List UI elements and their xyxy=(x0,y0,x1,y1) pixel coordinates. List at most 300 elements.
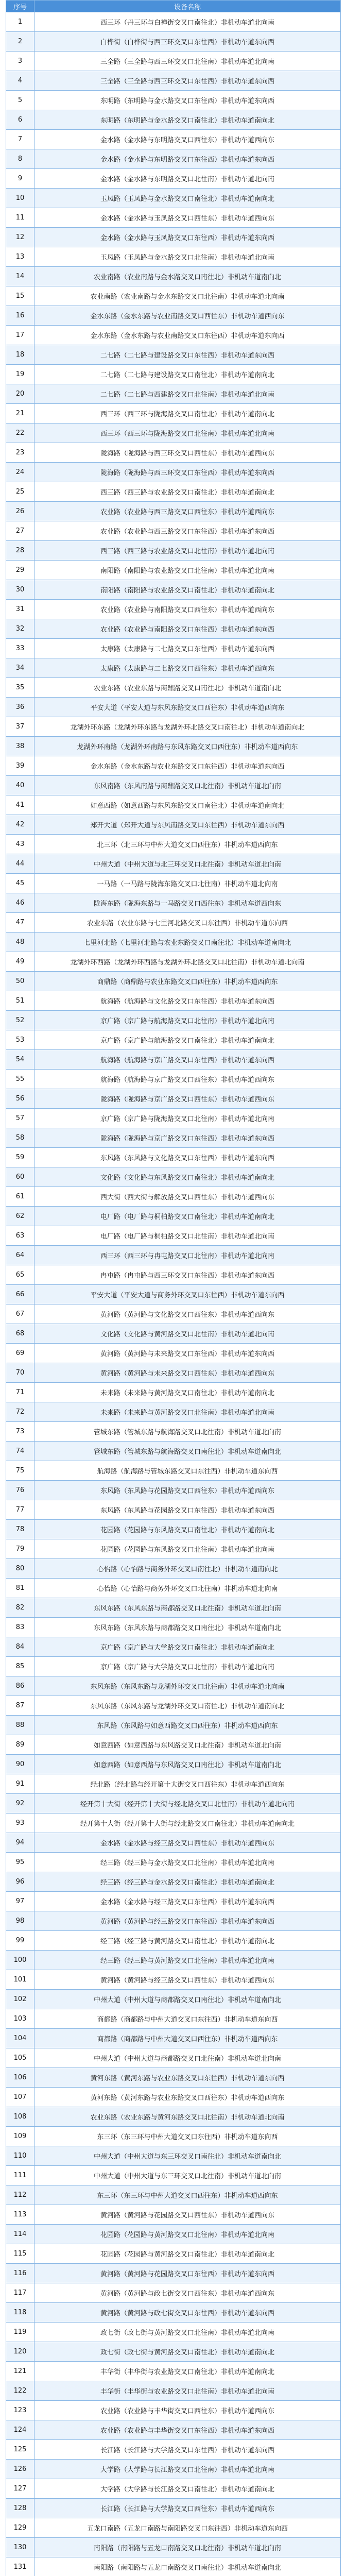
table-row xyxy=(6,32,341,52)
header-index: 序号 xyxy=(6,1,34,12)
row-index: 108 xyxy=(6,2107,34,2127)
row-device-name: 中州大道（中州大道与商都路交叉口北往南）非机动车道北向南 xyxy=(34,2048,341,2068)
row-device-name: 农业南路（农业南路与金水东路交叉口北往南）非机动车道北向南 xyxy=(34,286,341,306)
row-index: 52 xyxy=(6,1011,34,1030)
table-row xyxy=(6,619,341,639)
row-device-name: 东风路（东风路与如意西路交叉口西往东）非机动车道西向东 xyxy=(34,1716,341,1735)
row-index: 39 xyxy=(6,756,34,776)
table-row xyxy=(6,1167,341,1187)
table-row xyxy=(6,228,341,247)
row-device-name: 西三环（西三环与冉屯路交叉口北往南）非机动车道北向南 xyxy=(34,1246,341,1265)
row-index: 31 xyxy=(6,600,34,619)
row-device-name: 二七路（二七路与建设路交叉口东往西）非机动车道东向西 xyxy=(34,345,341,365)
table-row xyxy=(6,1951,341,1970)
table-row xyxy=(6,1970,341,1990)
row-index: 128 xyxy=(6,2499,34,2518)
table-row xyxy=(6,795,341,815)
row-device-name: 京广路（京广路与大学路交叉口南往北）非机动车道南向北 xyxy=(34,1637,341,1657)
row-device-name: 京广路（京广路与大学路交叉口北往南）非机动车道北向南 xyxy=(34,1657,341,1676)
table-row xyxy=(6,482,341,502)
row-device-name: 大学路（大学路与长江路交叉口南往北）非机动车道南向北 xyxy=(34,2479,341,2499)
table-row xyxy=(6,1872,341,1892)
table-row xyxy=(6,1089,341,1109)
row-device-name: 龙湖外环南路（龙湖外环南路与东风东路交叉口西往东）非机动车道西向东 xyxy=(34,737,341,756)
row-index: 20 xyxy=(6,384,34,404)
table-row xyxy=(6,1559,341,1579)
row-index: 115 xyxy=(6,2244,34,2264)
row-device-name: 平安大道（平安大道与商务外环交叉口东往西）非机动车道东向西 xyxy=(34,1285,341,1304)
row-index: 49 xyxy=(6,952,34,972)
row-index: 91 xyxy=(6,1774,34,1794)
table-row xyxy=(6,326,341,345)
table-row xyxy=(6,2107,341,2127)
row-index: 77 xyxy=(6,1500,34,1520)
table-row xyxy=(6,1853,341,1872)
row-index: 2 xyxy=(6,32,34,52)
table-row xyxy=(6,1109,341,1128)
table-row xyxy=(6,2440,341,2460)
row-index: 96 xyxy=(6,1872,34,1892)
table-row xyxy=(6,2185,341,2205)
row-index: 15 xyxy=(6,286,34,306)
row-index: 13 xyxy=(6,247,34,267)
row-device-name: 东明路（东明路与金水路交叉口南往北）非机动车道南向北 xyxy=(34,110,341,130)
row-index: 125 xyxy=(6,2440,34,2460)
row-index: 70 xyxy=(6,1363,34,1383)
row-index: 127 xyxy=(6,2479,34,2499)
table-row xyxy=(6,952,341,972)
row-index: 45 xyxy=(6,874,34,893)
row-index: 78 xyxy=(6,1520,34,1539)
row-index: 48 xyxy=(6,933,34,952)
row-index: 89 xyxy=(6,1735,34,1755)
row-index: 8 xyxy=(6,149,34,169)
table-row xyxy=(6,189,341,208)
row-device-name: 东风东路（东风东路与商都路交叉口南往北）非机动车道南向北 xyxy=(34,1618,341,1637)
table-row xyxy=(6,365,341,384)
row-index: 34 xyxy=(6,658,34,678)
table-row xyxy=(6,12,341,32)
row-index: 66 xyxy=(6,1285,34,1304)
row-device-name: 长江路（长江路与大学路交叉口东往西）非机动车道东向西 xyxy=(34,2440,341,2460)
table-row xyxy=(6,1814,341,1833)
row-device-name: 商鼎路（商鼎路与农业东路交叉口西往东）非机动车道西向东 xyxy=(34,972,341,991)
table-row xyxy=(6,1246,341,1265)
row-device-name: 管城东路（管城东路与航海路交叉口南往北）非机动车道南向北 xyxy=(34,1442,341,1461)
row-device-name: 花园路（花园路与黄河路交叉口北往南）非机动车道北向南 xyxy=(34,2225,341,2244)
row-device-name: 花园路（花园路与黄河路交叉口南往北）非机动车道南向北 xyxy=(34,2244,341,2264)
row-device-name: 东风东路（东风东路与龙湖外环交叉口北往南）非机动车道北向南 xyxy=(34,1676,341,1696)
row-index: 105 xyxy=(6,2048,34,2068)
row-device-name: 中州大道（中州大道与东三环交叉口南往北）非机动车道南向北 xyxy=(34,2146,341,2166)
row-index: 92 xyxy=(6,1794,34,1814)
row-device-name: 中州大道（中州大道与北三环交叉口北往南）非机动车道北向南 xyxy=(34,854,341,874)
table-row xyxy=(6,1070,341,1089)
table-row xyxy=(6,1050,341,1070)
table-row xyxy=(6,1402,341,1422)
row-device-name: 金水路（金水路与玉凤路交叉口东往西）非机动车道东向西 xyxy=(34,228,341,247)
row-index: 57 xyxy=(6,1109,34,1128)
row-device-name: 农业路（农业路与丰华街交叉口东往西）非机动车道东向西 xyxy=(34,2420,341,2440)
row-device-name: 黄河东路（黄河东路与农业东路交叉口西往东）非机动车道西向东 xyxy=(34,2088,341,2107)
row-device-name: 航海路（航海路与京广路交叉口东往西）非机动车道东向西 xyxy=(34,1050,341,1070)
table-row xyxy=(6,1716,341,1735)
row-device-name: 太康路（太康路与二七路交叉口西往东）非机动车道西向东 xyxy=(34,658,341,678)
device-table xyxy=(6,0,341,2576)
row-device-name: 航海路（航海路与文化路交叉口东往西）非机动车道东向西 xyxy=(34,991,341,1011)
table-row xyxy=(6,561,341,580)
row-index: 59 xyxy=(6,1148,34,1167)
table-row xyxy=(6,1618,341,1637)
table-row xyxy=(6,698,341,717)
row-index: 126 xyxy=(6,2460,34,2479)
table-row xyxy=(6,756,341,776)
row-device-name: 西三环（丹三环与白禅街交叉口南往北）非机动车道北向南 xyxy=(34,12,341,32)
row-index: 1 xyxy=(6,12,34,32)
table-row xyxy=(6,1422,341,1442)
row-device-name: 东三环（东三环与中州大道交叉口西往东）非机动车道西向东 xyxy=(34,2185,341,2205)
table-row xyxy=(6,2460,341,2479)
row-device-name: 电厂路（电厂路与桐柏路交叉口北往南）非机动车道北向南 xyxy=(34,1226,341,1246)
row-index: 27 xyxy=(6,521,34,541)
row-device-name: 大学路（大学路与长江路交叉口北往南）非机动车道北向南 xyxy=(34,2460,341,2479)
table-row xyxy=(6,933,341,952)
row-device-name: 南阳路（南阳路与农业路交叉口北往南）非机动车道北向南 xyxy=(34,561,341,580)
row-device-name: 黄河路（黄河路与经三路交叉口东往西）非机动车道东向西 xyxy=(34,1911,341,1931)
table-row xyxy=(6,2088,341,2107)
table-row xyxy=(6,1676,341,1696)
table-row xyxy=(6,874,341,893)
table-row xyxy=(6,149,341,169)
table-row xyxy=(6,2518,341,2538)
row-device-name: 航海路（航海路与京广路交叉口西往东）非机动车道西向东 xyxy=(34,1070,341,1089)
row-index: 14 xyxy=(6,267,34,286)
table-row xyxy=(6,247,341,267)
table-row xyxy=(6,404,341,423)
row-device-name: 花园路（花园路与东风路交叉口北往南）非机动车道北向南 xyxy=(34,1539,341,1559)
row-device-name: 农业南路（农业南路与金水路交叉口南往北）非机动车道南向北 xyxy=(34,267,341,286)
row-device-name: 经三路（经三路与金水路交叉口南往北）非机动车道南向北 xyxy=(34,1872,341,1892)
row-device-name: 黄河路（黄河路与文化路交叉口西往东）非机动车道西向东 xyxy=(34,1304,341,1324)
row-index: 56 xyxy=(6,1089,34,1109)
row-index: 102 xyxy=(6,1990,34,2009)
row-index: 11 xyxy=(6,208,34,228)
row-device-name: 丰华街（丰华街与农业路交叉口北往南）非机动车道北向南 xyxy=(34,2381,341,2401)
row-device-name: 南阳路（南阳路与五龙口南路交叉口北往南）非机动车道北向南 xyxy=(34,2538,341,2557)
table-row xyxy=(6,2225,341,2244)
row-index: 103 xyxy=(6,2009,34,2029)
row-index: 75 xyxy=(6,1461,34,1481)
row-device-name: 西三环（西三环与陇海路交叉口北往南）非机动车道北向南 xyxy=(34,423,341,443)
table-row xyxy=(6,1207,341,1226)
row-index: 131 xyxy=(6,2557,34,2576)
row-index: 65 xyxy=(6,1265,34,1285)
row-index: 46 xyxy=(6,893,34,913)
row-index: 95 xyxy=(6,1853,34,1872)
row-device-name: 黄河路（黄河路与经三路交叉口西往东）非机动车道西向东 xyxy=(34,1970,341,1990)
row-device-name: 文化路（文化路与黄河路交叉口北往南）非机动车道北向南 xyxy=(34,1324,341,1344)
row-index: 41 xyxy=(6,795,34,815)
row-device-name: 东风路（东风路与文化路交叉口东往西）非机动车道东向西 xyxy=(34,1148,341,1167)
table-row xyxy=(6,1637,341,1657)
table-row xyxy=(6,521,341,541)
row-device-name: 京广路（京广路与陇海路交叉口北往南）非机动车道北向南 xyxy=(34,1109,341,1128)
table-row xyxy=(6,1696,341,1716)
row-device-name: 白桦街（白桦街与西三环交叉口东往西）非机动车道东向西 xyxy=(34,32,341,52)
row-device-name: 黄河路（黄河路与未来路交叉口东往西）非机动车道东向西 xyxy=(34,1344,341,1363)
row-device-name: 黄河路（黄河路与花园路交叉口西往东）非机动车道西向东 xyxy=(34,2205,341,2225)
row-index: 122 xyxy=(6,2381,34,2401)
table-row xyxy=(6,345,341,365)
table-row xyxy=(6,2479,341,2499)
table-row xyxy=(6,286,341,306)
row-index: 74 xyxy=(6,1442,34,1461)
row-index: 100 xyxy=(6,1951,34,1970)
table-row xyxy=(6,1304,341,1324)
table-row xyxy=(6,1892,341,1911)
row-device-name: 金水路（金水路与经三路交叉口东往西）非机动车道东向西 xyxy=(34,1892,341,1911)
table-row xyxy=(6,1383,341,1402)
row-device-name: 东明路（东明路与金水路交叉口东往西）非机动车道东向西 xyxy=(34,91,341,110)
table-row xyxy=(6,384,341,404)
row-index: 16 xyxy=(6,306,34,326)
table-row xyxy=(6,2323,341,2342)
row-index: 97 xyxy=(6,1892,34,1911)
table-row xyxy=(6,306,341,326)
table-row xyxy=(6,2166,341,2185)
row-device-name: 二七路（二七路与西建路交叉口北往南）非机动车道北向南 xyxy=(34,384,341,404)
row-device-name: 农业路（农业路与南阳路交叉口东往西）非机动车道东向西 xyxy=(34,619,341,639)
row-device-name: 三全路（三全路与西三环交叉口北往南）非机动车道北向南 xyxy=(34,52,341,71)
row-device-name: 黄河路（黄河路与花园路交叉口东往西）非机动车道东向西 xyxy=(34,2264,341,2283)
row-index: 40 xyxy=(6,776,34,795)
row-index: 30 xyxy=(6,580,34,600)
row-index: 101 xyxy=(6,1970,34,1990)
table-row xyxy=(6,1755,341,1774)
row-device-name: 商都路（商都路与中州大道交叉口东往西）非机动车道东向西 xyxy=(34,2009,341,2029)
row-device-name: 冉屯路（冉屯路与西三环交叉口东往西）非机动车道东向西 xyxy=(34,1265,341,1285)
row-index: 4 xyxy=(6,71,34,91)
table-row xyxy=(6,1363,341,1383)
row-device-name: 心怡路（心怡路与商务外环交叉口北往南）非机动车道北向南 xyxy=(34,1579,341,1598)
table-row xyxy=(6,130,341,149)
row-index: 80 xyxy=(6,1559,34,1579)
row-device-name: 龙湖外环东路（龙湖外环东路与龙湖外环北路交叉口南往北）非机动车道南向北 xyxy=(34,717,341,737)
row-device-name: 五龙口南路（五龙口南路与南阳路交叉口东往西）非机动车道东向西 xyxy=(34,2518,341,2538)
row-device-name: 农业东路（农业东路与商鼎路交叉口南往北）非机动车道南向北 xyxy=(34,678,341,698)
row-device-name: 玉凤路（玉凤路与金水路交叉口北往南）非机动车道北向南 xyxy=(34,247,341,267)
row-device-name: 西三路（西三路与农业路交叉口南往北）非机动车道南向北 xyxy=(34,482,341,502)
table-row xyxy=(6,2009,341,2029)
row-index: 22 xyxy=(6,423,34,443)
row-device-name: 陇海路（陇海路与西三环交叉口东往西）非机动车道东向西 xyxy=(34,463,341,482)
row-index: 42 xyxy=(6,815,34,835)
table-row xyxy=(6,815,341,835)
table-row xyxy=(6,600,341,619)
row-device-name: 一马路（一马路与陇海东路交叉口北往南）非机动车道北向南 xyxy=(34,874,341,893)
table-row xyxy=(6,1520,341,1539)
table-row xyxy=(6,580,341,600)
table-row xyxy=(6,1539,341,1559)
table-row xyxy=(6,835,341,854)
row-index: 63 xyxy=(6,1226,34,1246)
row-index: 118 xyxy=(6,2303,34,2323)
row-device-name: 玉凤路（玉凤路与金水路交叉口南往北）非机动车道南向北 xyxy=(34,189,341,208)
row-device-name: 农业路（农业路与南阳路交叉口西往东）非机动车道西向东 xyxy=(34,600,341,619)
row-index: 61 xyxy=(6,1187,34,1207)
row-device-name: 东风南路（东风南路与商鼎路交叉口北往南）非机动车道北向南 xyxy=(34,776,341,795)
row-index: 43 xyxy=(6,835,34,854)
row-index: 38 xyxy=(6,737,34,756)
row-device-name: 黄河东路（黄河东路与农业东路交叉口东往西）非机动车道东向西 xyxy=(34,2068,341,2088)
table-row xyxy=(6,1148,341,1167)
table-row xyxy=(6,502,341,521)
row-index: 29 xyxy=(6,561,34,580)
row-device-name: 东风路（东风路与花园路交叉口东往西）非机动车道东向西 xyxy=(34,1500,341,1520)
row-device-name: 陇海路（陇海路与京广路交叉口西往东）非机动车道西向东 xyxy=(34,1089,341,1109)
row-index: 119 xyxy=(6,2323,34,2342)
table-row xyxy=(6,2127,341,2146)
row-device-name: 长江路（长江路与大学路交叉口西往东）非机动车道西向东 xyxy=(34,2499,341,2518)
table-row xyxy=(6,2244,341,2264)
row-index: 47 xyxy=(6,913,34,933)
row-index: 84 xyxy=(6,1637,34,1657)
row-device-name: 经北路（经北路与经开第十大街交叉口西往东）非机动车道西向东 xyxy=(34,1774,341,1794)
row-device-name: 京广路（京广路与航海路交叉口北往南）非机动车道北向南 xyxy=(34,1011,341,1030)
table-row xyxy=(6,1285,341,1304)
row-device-name: 陇海路（陇海路与西三环交叉口西往东）非机动车道西向东 xyxy=(34,443,341,463)
row-index: 5 xyxy=(6,91,34,110)
row-index: 17 xyxy=(6,326,34,345)
row-device-name: 航海路（航海路与管城东路交叉口东往西）非机动车道东向西 xyxy=(34,1461,341,1481)
row-device-name: 北三环（北三环与中州大道交叉口西往东）非机动车道西向东 xyxy=(34,835,341,854)
row-index: 18 xyxy=(6,345,34,365)
table-row xyxy=(6,2068,341,2088)
table-row xyxy=(6,463,341,482)
row-device-name: 经三路（经三路与金水路交叉口北往南）非机动车道北向南 xyxy=(34,1853,341,1872)
row-device-name: 金水东路（金水东路与农业东路交叉口东往西）非机动车道东向西 xyxy=(34,756,341,776)
row-index: 114 xyxy=(6,2225,34,2244)
row-device-name: 东风东路（东风东路与龙湖外环交叉口南往北）非机动车道南向北 xyxy=(34,1696,341,1716)
row-index: 33 xyxy=(6,639,34,658)
row-index: 107 xyxy=(6,2088,34,2107)
row-device-name: 平安大道（平安大道与东风东路交叉口西往东）非机动车道西向东 xyxy=(34,698,341,717)
row-device-name: 龙湖外环西路（龙湖外环西路与龙湖外环北路交叉口北往南）非机动车道北向南 xyxy=(34,952,341,972)
row-device-name: 南阳路（南阳路与五龙口南路交叉口南往北）非机动车道南向北 xyxy=(34,2557,341,2576)
row-index: 117 xyxy=(6,2283,34,2303)
row-index: 28 xyxy=(6,541,34,561)
row-index: 10 xyxy=(6,189,34,208)
table-row xyxy=(6,737,341,756)
row-device-name: 黄河路（黄河路与政七街交叉口东往西）非机动车道东向西 xyxy=(34,2303,341,2323)
table-row xyxy=(6,639,341,658)
row-index: 26 xyxy=(6,502,34,521)
row-index: 99 xyxy=(6,1931,34,1951)
row-device-name: 电厂路（电厂路与桐柏路交叉口南往北）非机动车道南向北 xyxy=(34,1207,341,1226)
row-device-name: 经开第十大街（经开第十大街与经北路交叉口南往北）非机动车道南向北 xyxy=(34,1814,341,1833)
table-body xyxy=(6,12,341,2576)
table-row xyxy=(6,991,341,1011)
table-row xyxy=(6,110,341,130)
row-device-name: 心怡路（心怡路与商务外环交叉口南往北）非机动车道南向北 xyxy=(34,1559,341,1579)
row-device-name: 经开第十大街（经开第十大街与经北路交叉口北往南）非机动车道北向南 xyxy=(34,1794,341,1814)
row-index: 116 xyxy=(6,2264,34,2283)
row-index: 69 xyxy=(6,1344,34,1363)
table-row xyxy=(6,2557,341,2576)
table-row xyxy=(6,717,341,737)
table-row xyxy=(6,1579,341,1598)
row-index: 104 xyxy=(6,2029,34,2048)
row-device-name: 未来路（未来路与黄河路交叉口南往北）非机动车道南向北 xyxy=(34,1383,341,1402)
row-index: 68 xyxy=(6,1324,34,1344)
table-row xyxy=(6,2342,341,2362)
row-device-name: 金水路（金水路与东明路交叉口北往南）非机动车道北向南 xyxy=(34,169,341,189)
row-index: 51 xyxy=(6,991,34,1011)
row-index: 37 xyxy=(6,717,34,737)
table-row xyxy=(6,267,341,286)
row-index: 21 xyxy=(6,404,34,423)
table-row xyxy=(6,2029,341,2048)
row-index: 64 xyxy=(6,1246,34,1265)
table-row xyxy=(6,208,341,228)
row-device-name: 中州大道（中州大道与商都路交叉口南往北）非机动车道南向北 xyxy=(34,1990,341,2009)
row-index: 3 xyxy=(6,52,34,71)
row-index: 67 xyxy=(6,1304,34,1324)
row-device-name: 政七街（政七街与黄河路交叉口北往南）非机动车道北向南 xyxy=(34,2323,341,2342)
row-device-name: 金水路（金水路与经三路交叉口西往东）非机动车道西向东 xyxy=(34,1833,341,1853)
row-index: 106 xyxy=(6,2068,34,2088)
row-index: 130 xyxy=(6,2538,34,2557)
row-index: 58 xyxy=(6,1128,34,1148)
row-index: 81 xyxy=(6,1579,34,1598)
row-index: 76 xyxy=(6,1481,34,1500)
table-row xyxy=(6,1187,341,1207)
row-device-name: 黄河路（黄河路与政七街交叉口西往东）非机动车道西向东 xyxy=(34,2283,341,2303)
row-device-name: 金水东路（金水东路与农业南路交叉口西往东）非机动车道西向东 xyxy=(34,306,341,326)
table-row xyxy=(6,776,341,795)
row-index: 112 xyxy=(6,2185,34,2205)
table-row xyxy=(6,1735,341,1755)
table-row xyxy=(6,1500,341,1520)
table-row xyxy=(6,1442,341,1461)
row-device-name: 金水路（金水路与东明路交叉口东往西）非机动车道东向西 xyxy=(34,149,341,169)
row-device-name: 陇海路（陇海路与京广路交叉口东往西）非机动车道东向西 xyxy=(34,1128,341,1148)
table-row xyxy=(6,1324,341,1344)
row-index: 50 xyxy=(6,972,34,991)
table-row xyxy=(6,169,341,189)
row-index: 9 xyxy=(6,169,34,189)
table-row xyxy=(6,1990,341,2009)
table-row xyxy=(6,1265,341,1285)
table-row xyxy=(6,1657,341,1676)
table-row xyxy=(6,2283,341,2303)
row-index: 25 xyxy=(6,482,34,502)
row-index: 23 xyxy=(6,443,34,463)
row-device-name: 如意西路（如意西路与东风东路交叉口南往北）非机动车道南向北 xyxy=(34,795,341,815)
row-index: 62 xyxy=(6,1207,34,1226)
table-row xyxy=(6,423,341,443)
row-index: 88 xyxy=(6,1716,34,1735)
row-index: 53 xyxy=(6,1030,34,1050)
row-index: 7 xyxy=(6,130,34,149)
row-device-name: 东风路（东风路与花园路交叉口西往东）非机动车道西向东 xyxy=(34,1481,341,1500)
row-device-name: 经三路（经三路与黄河路交叉口南往北）非机动车道南向北 xyxy=(34,1931,341,1951)
row-index: 6 xyxy=(6,110,34,130)
row-device-name: 花园路（花园路与东风路交叉口南往北）非机动车道南向北 xyxy=(34,1520,341,1539)
row-device-name: 黄河路（黄河路与未来路交叉口西往东）非机动车道西向东 xyxy=(34,1363,341,1383)
table-row xyxy=(6,91,341,110)
table-row xyxy=(6,893,341,913)
